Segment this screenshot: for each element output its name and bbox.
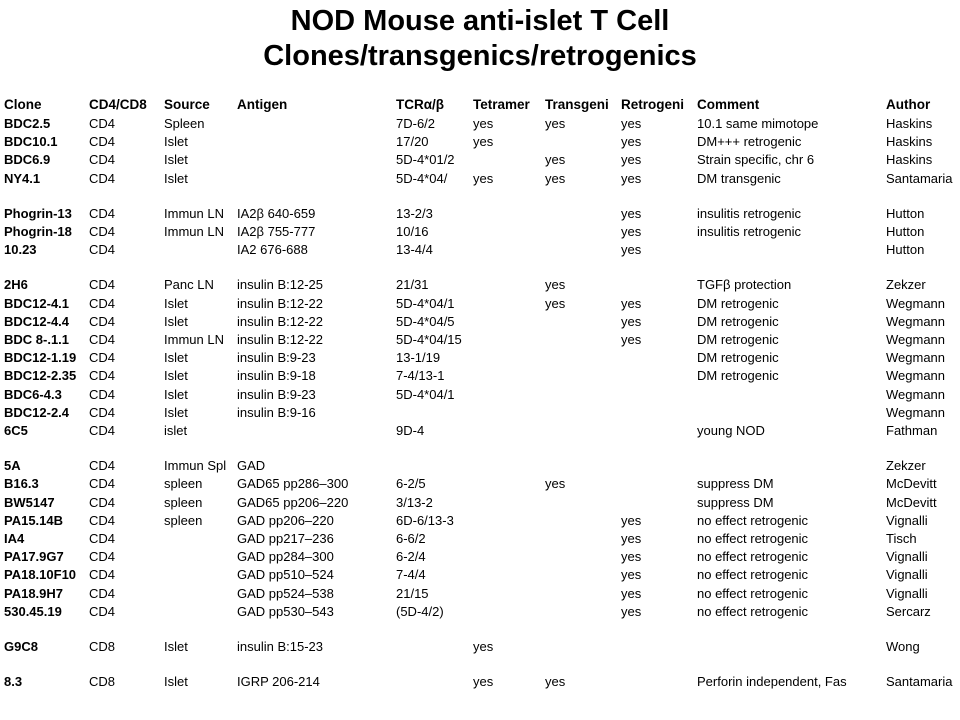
table-cell-antigen: GAD pp530–543	[237, 604, 334, 619]
table-cell-antigen: IA2β 755-777	[237, 224, 316, 239]
table-cell-author: Vignalli	[886, 513, 928, 528]
table-row-clone: BW5147	[4, 495, 55, 510]
table-row-clone: BDC12-2.4	[4, 405, 70, 420]
slide-title-line-2: Clones/transgenics/retrogenics	[263, 40, 697, 72]
table-cell-author: Hutton	[886, 206, 925, 221]
table-cell-tcr: 13-2/3	[396, 206, 433, 221]
table-cell-antigen: GAD pp217–236	[237, 531, 334, 546]
table-cell-retrogenic: yes	[621, 513, 642, 528]
table-cell-source: Immun Spl	[164, 458, 227, 473]
table-row-clone: PA18.9H7	[4, 586, 64, 601]
table-cell-transgenic: yes	[545, 277, 566, 292]
table-cell-comment: no effect retrogenic	[697, 549, 809, 564]
table-cell-tcr: 9D-4	[396, 423, 425, 438]
table-cell-source: islet	[164, 423, 188, 438]
table-cell-tetramer: yes	[473, 674, 494, 689]
table-cell-comment: DM+++ retrogenic	[697, 134, 802, 149]
table-cell-author: Wegmann	[886, 350, 946, 365]
table-row-clone: BDC10.1	[4, 134, 58, 149]
table-cell-author: Zekzer	[886, 277, 926, 292]
table-cell-transgenic: yes	[545, 152, 566, 167]
table-cell-antigen: IA2 676-688	[237, 242, 308, 257]
table-row-clone: BDC12-4.4	[4, 314, 70, 329]
table-cell-cd: CD4	[89, 296, 116, 311]
table-cell-author: Wong	[886, 639, 920, 654]
slide-title-line-1: NOD Mouse anti-islet T Cell	[290, 5, 670, 37]
table-cell-comment: Perforin independent, Fas	[697, 674, 847, 689]
table-cell-transgenic: yes	[545, 296, 566, 311]
table-cell-author: Wegmann	[886, 332, 946, 347]
table-cell-author: Sercarz	[886, 604, 931, 619]
table-cell-retrogenic: yes	[621, 586, 642, 601]
table-row-clone: IA4	[4, 531, 25, 546]
table-row-clone: Phogrin-13	[4, 206, 72, 221]
table-cell-retrogenic: yes	[621, 604, 642, 619]
table-cell-source: Islet	[164, 674, 188, 689]
table-row-clone: 530.45.19	[4, 604, 62, 619]
table-row-clone: PA15.14B	[4, 513, 64, 528]
table-cell-retrogenic: yes	[621, 152, 642, 167]
table-cell-author: Tisch	[886, 531, 917, 546]
table-cell-antigen: GAD pp510–524	[237, 567, 334, 582]
table-cell-cd: CD4	[89, 495, 116, 510]
column-header-tetramer: Tetramer	[473, 97, 530, 112]
table-cell-cd: CD4	[89, 368, 116, 383]
table-cell-cd: CD4	[89, 277, 116, 292]
table-cell-cd: CD4	[89, 134, 116, 149]
table-cell-tetramer: yes	[473, 116, 494, 131]
table-cell-author: McDevitt	[886, 495, 937, 510]
table-row-clone: BDC2.5	[4, 116, 51, 131]
table-cell-retrogenic: yes	[621, 567, 642, 582]
table-cell-comment: insulitis retrogenic	[697, 206, 802, 221]
table-row-clone: 5A	[4, 458, 21, 473]
table-cell-author: Hutton	[886, 242, 925, 257]
table-cell-retrogenic: yes	[621, 531, 642, 546]
table-cell-tcr: (5D-4/2)	[396, 604, 444, 619]
table-cell-cd: CD4	[89, 567, 116, 582]
table-cell-tcr: 5D-4*01/2	[396, 152, 455, 167]
table-cell-cd: CD8	[89, 639, 116, 654]
table-cell-source: Islet	[164, 152, 188, 167]
table-row-clone: BDC6-4.3	[4, 387, 62, 402]
column-header-clone: Clone	[4, 97, 42, 112]
table-cell-author: Santamaria	[886, 674, 953, 689]
table-cell-antigen: insulin B:15-23	[237, 639, 323, 654]
table-cell-source: Islet	[164, 314, 188, 329]
table-cell-tcr: 5D-4*04/5	[396, 314, 455, 329]
table-cell-antigen: GAD pp284–300	[237, 549, 334, 564]
table-cell-retrogenic: yes	[621, 206, 642, 221]
table-cell-antigen: GAD65 pp286–300	[237, 476, 349, 491]
table-cell-comment: DM retrogenic	[697, 350, 779, 365]
column-header-author: Author	[886, 97, 931, 112]
table-cell-retrogenic: yes	[621, 134, 642, 149]
table-cell-retrogenic: yes	[621, 171, 642, 186]
table-cell-antigen: insulin B:9-23	[237, 387, 316, 402]
table-cell-tcr: 10/16	[396, 224, 429, 239]
table-cell-author: McDevitt	[886, 476, 937, 491]
table-cell-comment: no effect retrogenic	[697, 513, 809, 528]
table-cell-source: spleen	[164, 513, 203, 528]
table-cell-cd: CD4	[89, 116, 116, 131]
table-cell-cd: CD4	[89, 350, 116, 365]
column-header-comment: Comment	[697, 97, 760, 112]
table-cell-author: Wegmann	[886, 387, 946, 402]
table-cell-comment: no effect retrogenic	[697, 531, 809, 546]
table-cell-cd: CD4	[89, 314, 116, 329]
table-cell-author: Zekzer	[886, 458, 926, 473]
table-cell-transgenic: yes	[545, 674, 566, 689]
table-cell-comment: DM retrogenic	[697, 296, 779, 311]
table-cell-source: Islet	[164, 171, 188, 186]
table-cell-cd: CD4	[89, 549, 116, 564]
table-cell-transgenic: yes	[545, 476, 566, 491]
table-cell-antigen: IGRP 206-214	[237, 674, 320, 689]
table-cell-tcr: 6-2/4	[396, 549, 426, 564]
table-cell-author: Vignalli	[886, 586, 928, 601]
table-cell-cd: CD4	[89, 387, 116, 402]
table-cell-author: Haskins	[886, 134, 933, 149]
table-cell-retrogenic: yes	[621, 224, 642, 239]
table-cell-cd: CD4	[89, 171, 116, 186]
table-cell-tetramer: yes	[473, 639, 494, 654]
table-cell-tcr: 13-4/4	[396, 242, 433, 257]
table-cell-retrogenic: yes	[621, 549, 642, 564]
table-cell-retrogenic: yes	[621, 332, 642, 347]
table-cell-author: Haskins	[886, 116, 933, 131]
table-cell-cd: CD4	[89, 242, 116, 257]
table-cell-author: Wegmann	[886, 296, 946, 311]
table-cell-antigen: GAD pp524–538	[237, 586, 334, 601]
table-cell-antigen: insulin B:9-16	[237, 405, 316, 420]
table-cell-comment: DM retrogenic	[697, 314, 779, 329]
table-cell-tcr: 5D-4*04/	[396, 171, 448, 186]
table-cell-author: Vignalli	[886, 567, 928, 582]
table-cell-cd: CD4	[89, 586, 116, 601]
table-cell-transgenic: yes	[545, 116, 566, 131]
table-row-clone: 6C5	[4, 423, 28, 438]
table-cell-tcr: 7D-6/2	[396, 116, 436, 131]
table-row-clone: BDC12-1.19	[4, 350, 77, 365]
table-cell-cd: CD4	[89, 423, 116, 438]
column-header-cd: CD4/CD8	[89, 97, 147, 112]
table-cell-comment: insulitis retrogenic	[697, 224, 802, 239]
table-row-clone: Phogrin-18	[4, 224, 72, 239]
table-cell-source: Islet	[164, 368, 188, 383]
table-cell-tcr: 13-1/19	[396, 350, 441, 365]
table-row-clone: 10.23	[4, 242, 37, 257]
table-cell-comment: DM retrogenic	[697, 332, 779, 347]
table-cell-antigen: insulin B:12-22	[237, 314, 323, 329]
table-cell-source: Panc LN	[164, 277, 214, 292]
table-cell-cd: CD4	[89, 476, 116, 491]
table-cell-cd: CD4	[89, 604, 116, 619]
table-cell-tcr: 7-4/4	[396, 567, 426, 582]
column-header-antigen: Antigen	[237, 97, 288, 112]
table-cell-author: Wegmann	[886, 405, 946, 420]
table-cell-author: Vignalli	[886, 549, 928, 564]
table-cell-author: Haskins	[886, 152, 933, 167]
table-cell-tcr: 3/13-2	[396, 495, 433, 510]
column-header-transgenic: Transgeni	[545, 97, 609, 112]
table-cell-cd: CD4	[89, 152, 116, 167]
table-cell-tcr: 6D-6/13-3	[396, 513, 454, 528]
table-row-clone: BDC6.9	[4, 152, 51, 167]
table-cell-cd: CD4	[89, 513, 116, 528]
column-header-source: Source	[164, 97, 210, 112]
table-cell-cd: CD4	[89, 332, 116, 347]
table-cell-comment: suppress DM	[697, 495, 774, 510]
table-cell-source: Immun LN	[164, 332, 224, 347]
table-row-clone: 2H6	[4, 277, 28, 292]
table-cell-cd: CD4	[89, 206, 116, 221]
table-cell-antigen: insulin B:9-23	[237, 350, 316, 365]
table-row-clone: 8.3	[4, 674, 23, 689]
table-cell-author: Santamaria	[886, 171, 953, 186]
table-cell-author: Fathman	[886, 423, 938, 438]
table-cell-comment: no effect retrogenic	[697, 567, 809, 582]
table-cell-transgenic: yes	[545, 171, 566, 186]
table-row-clone: G9C8	[4, 639, 38, 654]
table-row-clone: B16.3	[4, 476, 39, 491]
table-cell-antigen: GAD	[237, 458, 266, 473]
table-cell-source: Islet	[164, 134, 188, 149]
table-cell-source: Islet	[164, 387, 188, 402]
table-cell-retrogenic: yes	[621, 242, 642, 257]
table-cell-comment: DM transgenic	[697, 171, 781, 186]
table-cell-retrogenic: yes	[621, 116, 642, 131]
table-cell-source: spleen	[164, 495, 203, 510]
column-header-tcr: TCRα/β	[396, 97, 445, 112]
table-cell-author: Hutton	[886, 224, 925, 239]
table-row-clone: NY4.1	[4, 171, 41, 186]
table-row-clone: BDC 8-.1.1	[4, 332, 70, 347]
table-cell-comment: suppress DM	[697, 476, 774, 491]
table-cell-antigen: insulin B:12-22	[237, 296, 323, 311]
table-cell-antigen: insulin B:12-22	[237, 332, 323, 347]
table-cell-comment: DM retrogenic	[697, 368, 779, 383]
table-row-clone: PA18.10F10	[4, 567, 77, 582]
table-cell-cd: CD4	[89, 458, 116, 473]
table-cell-source: Immun LN	[164, 224, 224, 239]
column-header-retrogenic: Retrogeni	[621, 97, 685, 112]
table-row-clone: BDC12-4.1	[4, 296, 70, 311]
table-cell-tcr: 6-6/2	[396, 531, 426, 546]
table-cell-source: Islet	[164, 350, 188, 365]
table-cell-tcr: 6-2/5	[396, 476, 426, 491]
table-cell-cd: CD4	[89, 531, 116, 546]
table-cell-cd: CD4	[89, 224, 116, 239]
table-cell-tetramer: yes	[473, 134, 494, 149]
table-cell-source: Islet	[164, 296, 188, 311]
table-cell-comment: Strain specific, chr 6	[697, 152, 815, 167]
table-cell-comment: no effect retrogenic	[697, 604, 809, 619]
table-cell-antigen: insulin B:12-25	[237, 277, 323, 292]
table-cell-comment: 10.1 same mimotope	[697, 116, 819, 131]
table-cell-antigen: GAD pp206–220	[237, 513, 334, 528]
table-cell-source: Islet	[164, 639, 188, 654]
table-cell-source: Immun LN	[164, 206, 224, 221]
table-cell-antigen: IA2β 640-659	[237, 206, 316, 221]
table-cell-tcr: 5D-4*04/15	[396, 332, 462, 347]
table-cell-author: Wegmann	[886, 314, 946, 329]
table-cell-antigen: insulin B:9-18	[237, 368, 316, 383]
table-cell-comment: TGFβ protection	[697, 277, 792, 292]
table-cell-retrogenic: yes	[621, 296, 642, 311]
table-cell-author: Wegmann	[886, 368, 946, 383]
table-cell-cd: CD8	[89, 674, 116, 689]
table-cell-cd: CD4	[89, 405, 116, 420]
table-cell-comment: young NOD	[697, 423, 765, 438]
table-cell-tcr: 5D-4*04/1	[396, 387, 455, 402]
table-cell-tcr: 5D-4*04/1	[396, 296, 455, 311]
table-cell-source: Islet	[164, 405, 188, 420]
table-cell-tcr: 21/31	[396, 277, 429, 292]
table-row-clone: PA17.9G7	[4, 549, 64, 564]
table-cell-comment: no effect retrogenic	[697, 586, 809, 601]
table-cell-tcr: 21/15	[396, 586, 429, 601]
table-row-clone: BDC12-2.35	[4, 368, 77, 383]
table-cell-retrogenic: yes	[621, 314, 642, 329]
table-cell-tcr: 7-4/13-1	[396, 368, 445, 383]
table-cell-antigen: GAD65 pp206–220	[237, 495, 349, 510]
table-cell-tetramer: yes	[473, 171, 494, 186]
table-cell-tcr: 17/20	[396, 134, 429, 149]
table-cell-source: spleen	[164, 476, 203, 491]
table-cell-source: Spleen	[164, 116, 205, 131]
